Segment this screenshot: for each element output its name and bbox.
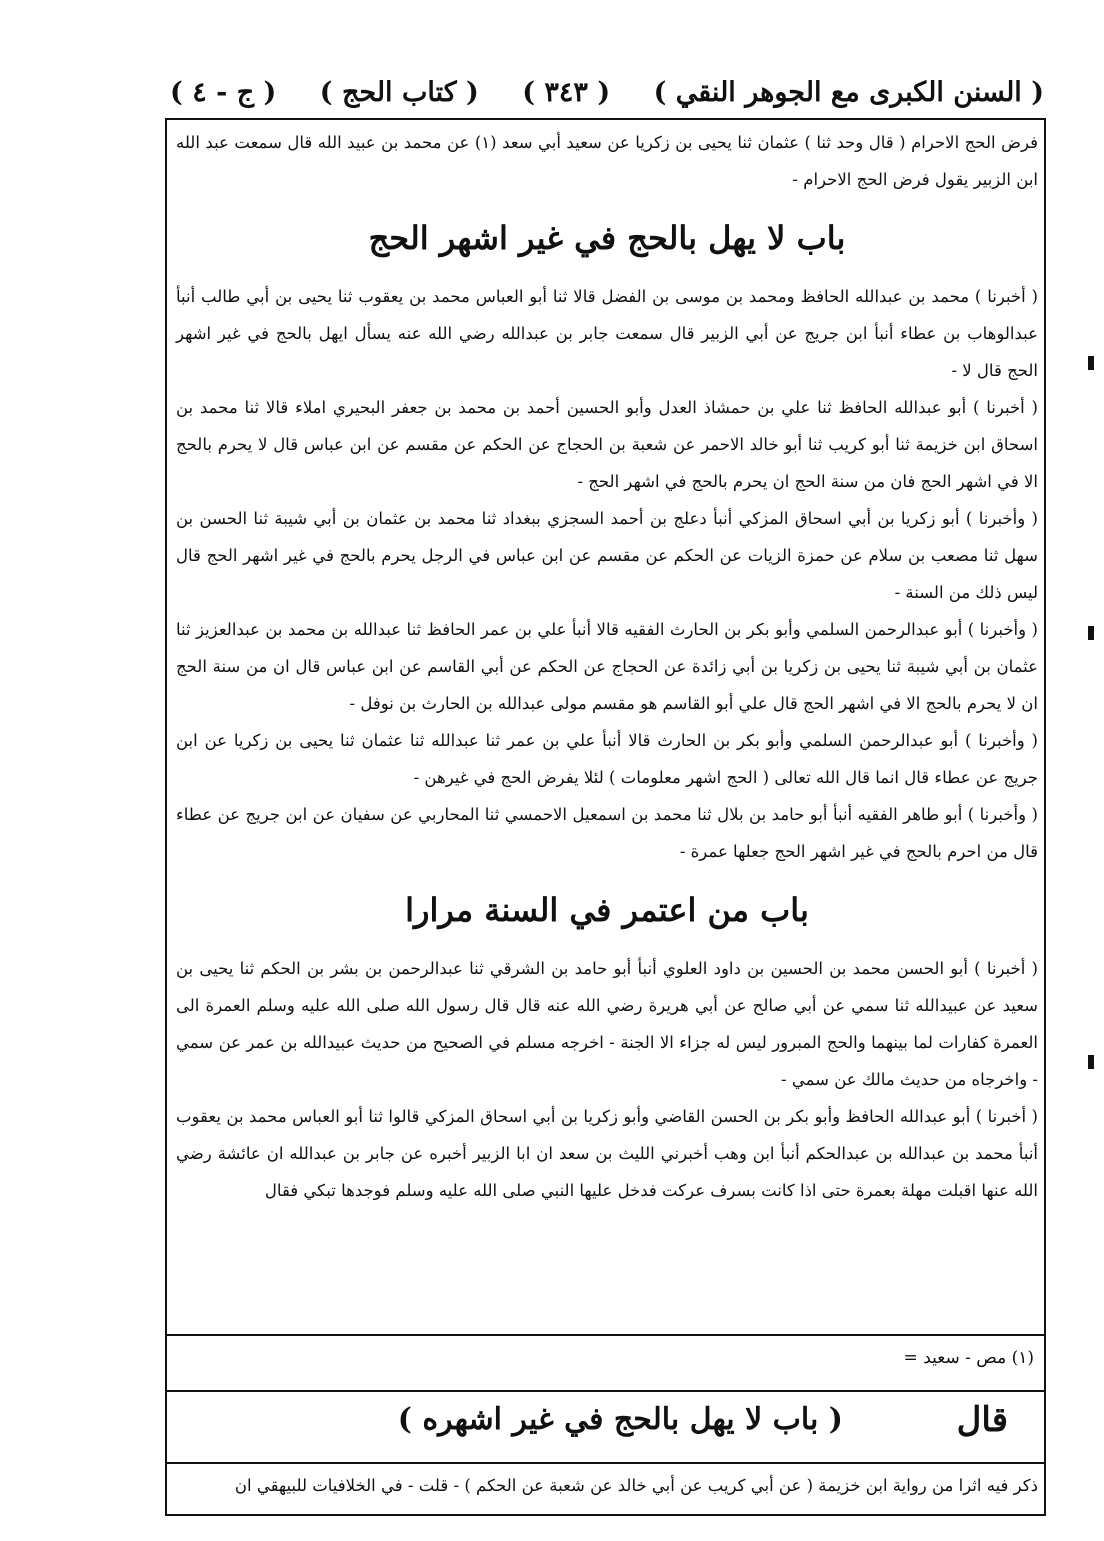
hadith-paragraph: ( أخبرنا ) أبو الحسن محمد بن الحسين بن داود العلوي أنبأ أبو حامد بن الشرقي ثنا عبدالرحمن بن بشر بن الحكم ثنا يحيى بن سعيد عن عبيدالله ثنا سمي عن أبي صالح عن أبي هريرة رضي الله عنه قال قال رسول الله صلى الله عليه وسلم العمرة الى العمرة كفارات لما بينهما والحج المبرور ليس له جزاء الا الجنة - اخرجه مسلم في الصحيح من حديث عبيدالله بن عمر عن سمي - واخرجاه من حديث مالك عن سمي - (176, 959, 1038, 1089)
volume-number: ( ج - ٤ ) (170, 76, 277, 108)
commentary-title: ( باب لا يهل بالحج في غير اشهره ) (397, 1402, 843, 1437)
hadith-paragraph: ( وأخبرنا ) أبو عبدالرحمن السلمي وأبو بكر بن الحارث قالا أنبأ علي بن عمر ثنا عبدالله ثنا عثمان ثنا يحيى بن زكريا عن ابن جريج عن عطاء قال انما قال الله تعالى ( الحج اشهر معلومات ) لئلا يفرض الحج في غيرهن - (176, 731, 1038, 787)
commentary-heading (176, 1400, 1038, 1456)
margin-mark (1088, 1055, 1094, 1069)
margin-mark (1088, 626, 1094, 640)
intro-paragraph: فرض الحج الاحرام ( قال وحد ثنا ) عثمان ثنا يحيى بن زكريا عن سعيد أبي سعد (١) عن محمد بن عبيد الله قال سمعت عبد الله ابن الزبير يقول فرض الحج الاحرام - (176, 133, 1038, 189)
margin-mark (1088, 356, 1094, 370)
hadith-paragraph: ( أخبرنا ) أبو عبدالله الحافظ وأبو بكر بن الحسن القاضي وأبو زكريا بن أبي اسحاق المزكي قالوا ثنا أبو العباس محمد بن يعقوب أنبأ محمد بن عبدالله بن عبدالحكم أنبأ ابن وهب أخبرني الليث بن سعد ان ابا الزبير أخبره عن جابر بن عبدالله ان عائشة رضي الله عنها اقبلت مهلة بعمرة حتى اذا كانت بسرف عركت فدخل عليها النبي صلى الله عليه وسلم فوجدها تبكي فقال (176, 1107, 1038, 1200)
commentary-title-divider (167, 1462, 1044, 1464)
hadith-paragraph: ( أخبرنا ) محمد بن عبدالله الحافظ ومحمد بن موسى بن الفضل قالا ثنا أبو العباس محمد بن يعقوب ثنا يحيى بن أبي طالب أنبأ عبدالوهاب بن عطاء أنبأ ابن جريج عن أبي الزبير قال سمعت جابر بن عبدالله رضي الله عنه يسأل ايهل بالحج في غير اشهر الحج قال لا - (176, 287, 1038, 380)
footnote-divider (167, 1334, 1044, 1336)
commentary-divider (167, 1390, 1044, 1392)
page-header (170, 66, 1044, 118)
chapter-title-2: باب من اعتمر في السنة مرارا (405, 891, 809, 929)
hadith-paragraph: ( وأخبرنا ) أبو زكريا بن أبي اسحاق المزكي أنبأ دعلج بن أحمد السجزي ببغداد ثنا محمد بن عثمان بن أبي شيبة ثنا الحسن بن سهل ثنا مصعب بن سلام عن حمزة الزيات عن الحكم عن مقسم عن ابن عباس في الرجل يحرم بالحج في غير اشهر الحج قال ليس ذلك من السنة - (176, 509, 1038, 602)
commentary-qala: قال (956, 1400, 1008, 1440)
hadith-paragraph: ( أخبرنا ) أبو عبدالله الحافظ ثنا علي بن حمشاذ العدل وأبو الحسين أحمد بن محمد بن جعفر البحيري املاء قالا ثنا محمد بن اسحاق ابن خزيمة ثنا أبو كريب ثنا أبو خالد الاحمر عن شعبة بن الحجاج عن الحكم عن مقسم عن ابن عباس قال لا يحرم بالحج الا في اشهر الحج فان من سنة الحج ان يحرم بالحج في اشهر الحج - (176, 398, 1038, 491)
hadith-paragraph: ( وأخبرنا ) أبو طاهر الفقيه أنبأ أبو حامد بن بلال ثنا محمد بن اسمعيل الاحمسي ثنا المحاربي عن سفيان عن ابن جريج عن عطاء قال من احرم بالحج في غير اشهر الحج جعلها عمرة - (176, 805, 1038, 861)
chapter-title-1: باب لا يهل بالحج في غير اشهر الحج (368, 219, 846, 257)
main-text (176, 124, 1038, 1209)
hadith-paragraph: ( وأخبرنا ) أبو عبدالرحمن السلمي وأبو بكر بن الحارث الفقيه قالا أنبأ علي بن عمر الحافظ ثنا عبدالله بن محمد بن عبدالعزيز ثنا عثمان بن أبي شيبة ثنا يحيى بن زكريا بن أبي زائدة عن الحجاج عن الحكم عن أبي القاسم عن ابن عباس قال ان من سنة الحج ان لا يحرم بالحج الا في اشهر الحج قال علي أبو القاسم هو مقسم مولى عبدالله بن الحارث بن نوفل - (176, 620, 1038, 713)
footnote: (١) مص - سعيد = (903, 1348, 1034, 1368)
book-title: ( السنن الكبرى مع الجوهر النقي ) (653, 76, 1044, 108)
commentary-text: ذكر فيه اثرا من رواية ابن خزيمة ( عن أبي كريب عن أبي خالد عن شعبة عن الحكم ) - قلت - في الخلافيات للبيهقي ان (234, 1476, 1038, 1495)
page-number: ( ٣٤٣ ) (522, 76, 611, 108)
section-title: ( كتاب الحج ) (319, 76, 479, 108)
